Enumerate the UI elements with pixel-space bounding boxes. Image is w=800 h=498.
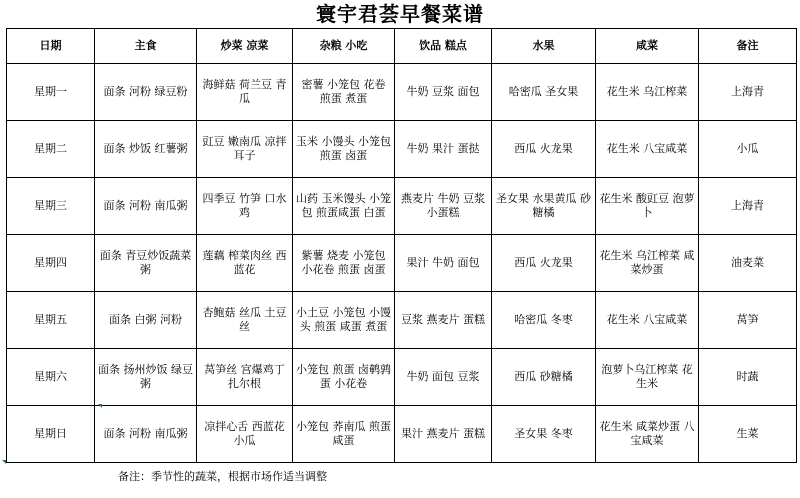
header-staple: 主食 [95,29,197,64]
grains-snacks-cell: 玉米 小馒头 小笼包煎蛋 卤蛋 [293,121,395,178]
cell-corner-marker [98,404,102,408]
day-cell: 星期四 [7,235,95,292]
table-row [7,121,797,178]
remarks-cell: 时蔬 [699,349,797,406]
staple-cell: 面条 炒饭 红薯粥 [95,121,197,178]
pickles-cell: 花生米 咸菜炒蛋 八宝咸菜 [596,406,699,463]
day-cell: 星期五 [7,292,95,349]
fruit-cell: 西瓜 火龙果 [492,121,596,178]
dishes-cell: 莴笋丝 宫爆鸡丁 扎尔根 [197,349,293,406]
grains-snacks-cell: 小土豆 小笼包 小馒头 煎蛋 咸蛋 煮蛋 [293,292,395,349]
fruit-cell: 圣女果 水果黄瓜 砂糖橘 [492,178,596,235]
fruit-cell: 哈密瓜 冬枣 [492,292,596,349]
remarks-cell: 生菜 [699,406,797,463]
grains-snacks-cell: 小笼包 荞南瓜 煎蛋 咸蛋 [293,406,395,463]
drinks-pastry-cell: 牛奶 面包 豆浆 [395,349,492,406]
remarks-cell: 上海青 [699,178,797,235]
day-cell: 星期三 [7,178,95,235]
table-row [7,349,797,406]
header-drinks-pastry: 饮品 糕点 [395,29,492,64]
menu-title: 寰宇君荟早餐菜谱 [316,2,484,26]
table-row [7,406,797,463]
pickles-cell: 花生米 乌江榨菜 咸菜炒蛋 [596,235,699,292]
dishes-cell: 莲藕 榨菜肉丝 西蓝花 [197,235,293,292]
header-remarks: 备注 [699,29,797,64]
drinks-pastry-cell: 牛奶 豆浆 面包 [395,64,492,121]
pickles-cell: 花生米 酸豇豆 泡萝卜 [596,178,699,235]
remarks-cell: 油麦菜 [699,235,797,292]
drinks-pastry-cell: 燕麦片 牛奶 豆浆 小蛋糕 [395,178,492,235]
drinks-pastry-cell: 果汁 牛奶 面包 [395,235,492,292]
table-row [7,292,797,349]
staple-cell: 面条 扬州炒饭 绿豆粥 [95,349,197,406]
remarks-cell: 上海青 [699,64,797,121]
header-pickles: 咸菜 [596,29,699,64]
header-row [7,29,797,64]
pickles-cell: 花生米 八宝咸菜 [596,292,699,349]
header-grains-snacks: 杂粮 小吃 [293,29,395,64]
dishes-cell: 海鲜菇 荷兰豆 青瓜 [197,64,293,121]
staple-cell: 面条 河粉 南瓜粥 [95,178,197,235]
grains-snacks-cell: 山药 玉米馒头 小笼包 煎蛋咸蛋 白蛋 [293,178,395,235]
day-cell: 星期二 [7,121,95,178]
staple-cell: 面条 白粥 河粉 [95,292,197,349]
pickles-cell: 花生米 乌江榨菜 [596,64,699,121]
day-cell: 星期一 [7,64,95,121]
header-date: 日期 [7,29,95,64]
drinks-pastry-cell: 豆浆 燕麦片 蛋糕 [395,292,492,349]
dishes-cell: 四季豆 竹笋 口水鸡 [197,178,293,235]
day-cell: 星期六 [7,349,95,406]
drinks-pastry-cell: 牛奶 果汁 蛋挞 [395,121,492,178]
table-row [7,178,797,235]
dishes-cell: 杏鲍菇 丝瓜 土豆丝 [197,292,293,349]
pickles-cell: 花生米 八宝咸菜 [596,121,699,178]
grains-snacks-cell: 密薯 小笼包 花卷 煎蛋 煮蛋 [293,64,395,121]
table-row [7,235,797,292]
pickles-cell: 泡萝卜乌江榨菜 花生米 [596,349,699,406]
table-row [7,64,797,121]
fruit-cell: 西瓜 火龙果 [492,235,596,292]
fruit-cell: 哈密瓜 圣女果 [492,64,596,121]
staple-cell: 面条 河粉 绿豆粉 [95,64,197,121]
day-cell: 星期日 [7,406,95,463]
footnote: 备注：季节性的蔬菜，根据市场作适当调整 [118,470,327,483]
drinks-pastry-cell: 果汁 燕麦片 蛋糕 [395,406,492,463]
remarks-cell: 莴笋 [699,292,797,349]
fruit-cell: 圣女果 冬枣 [492,406,596,463]
grains-snacks-cell: 紫薯 烧麦 小笼包 小花卷 煎蛋 卤蛋 [293,235,395,292]
staple-cell: 面条 青豆炒饭蔬菜粥 [95,235,197,292]
fruit-cell: 西瓜 砂糖橘 [492,349,596,406]
cell-corner-marker [2,460,6,464]
header-fruit: 水果 [492,29,596,64]
header-dishes: 炒菜 凉菜 [197,29,293,64]
dishes-cell: 豇豆 嫩南瓜 凉拌耳子 [197,121,293,178]
dishes-cell: 凉拌心舌 西蓝花 小瓜 [197,406,293,463]
breakfast-menu-table [6,28,797,463]
grains-snacks-cell: 小笼包 煎蛋 卤鹌鹑蛋 小花卷 [293,349,395,406]
remarks-cell: 小瓜 [699,121,797,178]
staple-cell: 面条 河粉 南瓜粥 [95,406,197,463]
